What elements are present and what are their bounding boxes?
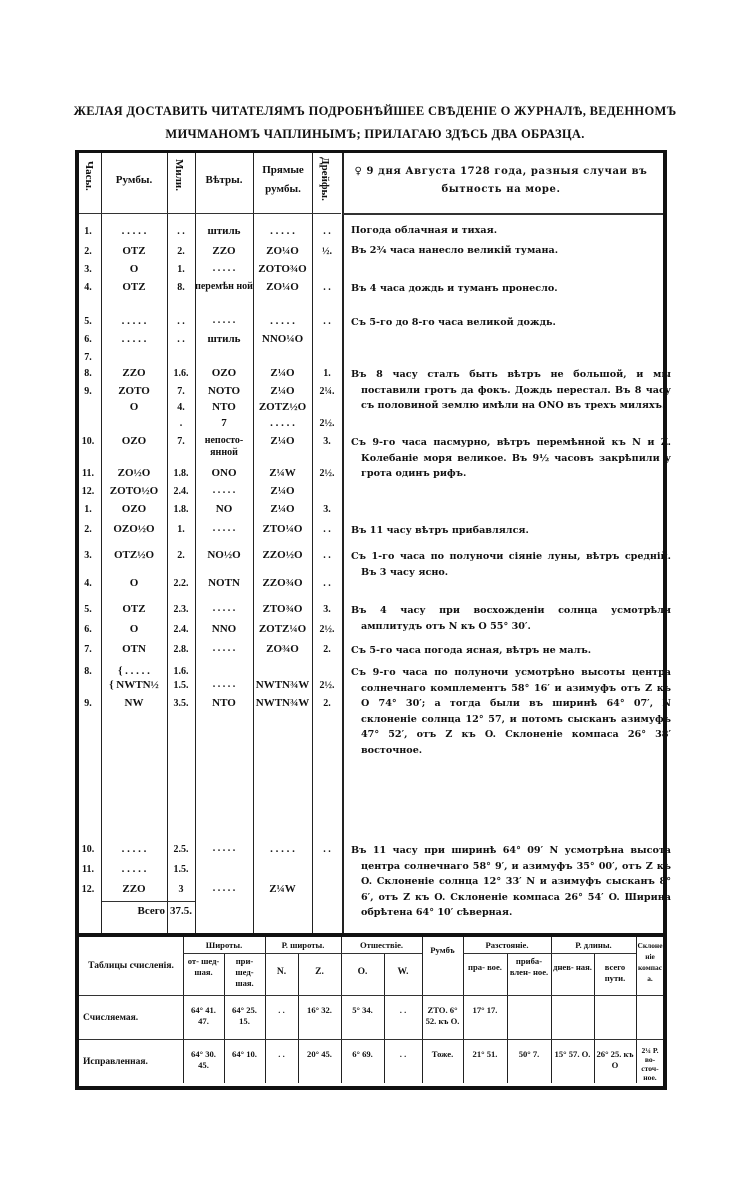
col-divider [342,153,344,935]
header-remarks: ♀ 9 дня Августа 1728 года, разныя случаи въ бытность на море. [354,166,648,195]
group-departure: Отшествіе. [359,940,404,950]
row-drift: 3. [323,504,331,515]
col-divider [384,953,385,1083]
remark-entry: Въ 11 часу при ширинѣ 64° 09′ N усмотрѣна высота центра солнечнаго 58° 9′, и азимуфъ 35° 00′, отъ Z къ O. Склоненіе солнца 12° 33′ N и азимуфъ сысканъ 8° 6′, отъ Z къ O. Склоненіе компаса 26° 54′ O. Ширина обрѣтена 64° 10′ сѣверная. [351,845,671,919]
row-drift: . . [323,226,331,237]
remark-entry: Съ 9-го часа по полуночи усмотрѣно высоты центра солнечнаго комплементъ 58° 16′ и азимуфъ отъ Z къ O 74° 30′; а тогда были въ ширинѣ 64° 07′, N склоненіе солнца 12° 57, и потомъ сысканъ азимуфъ 47° 52′, отъ Z къ O. Склоненіе компаса 26° 38′ восточное. [351,667,671,756]
row-direct-rhumb: Z¼O [270,385,295,397]
row-miles: 1. [177,524,185,535]
reckoning-cell-w: . . [399,1049,407,1059]
row-direct-rhumb: ZO¾O [266,643,299,655]
header-rhumbs: Румбы. [115,174,153,186]
row-wind: перемѣн ной [195,281,253,292]
reckoning-title: Таблицы счисленія. [88,961,174,971]
row-hour: 7. [84,644,92,655]
row-wind: непосто- янной [204,435,244,458]
row-wind: . . . . . [212,679,236,690]
row-wind: NO [215,503,233,515]
row-direct-rhumb: Z¼W [269,883,296,895]
row-miles: 2.5. [173,844,189,855]
remark-entry: Въ 8 часу сталъ быть вѣтръ не большой, и мы поставили гротъ да фокъ. Дождь перестал. Въ 8 часу съ половиной землю имѣли на ONO въ трехъ миляхъ. [351,369,671,412]
row-drift: . . [323,550,331,561]
row-hour: 9. [84,698,92,709]
row-rhumb: OZO½O [113,523,155,535]
row-wind: ONO [211,467,237,479]
row-hour: 2. [84,246,92,257]
row-miles: 2.3. [173,604,189,615]
sub-w: W. [397,967,409,977]
col-divider [463,937,464,1083]
reckoning-cell-direct: 17° 17. [472,1005,498,1015]
row-divider [79,995,663,996]
col-divider [507,953,508,1083]
row-drift: 1. [323,368,331,379]
row-rhumb: ZZO [122,367,146,379]
row-drift: . . [323,578,331,589]
heading-line-2: МИЧМАНОМЪ ЧАПЛИНЫМЪ; ПРИЛАГАЮ ЗДѢСЬ ДВА ОБРАЗЦА. [165,127,585,141]
row-miles: 2. [177,550,185,561]
row-direct-rhumb: Z¼O [270,367,295,379]
row-wind: . . . . . [212,643,236,654]
reckoning-cell-w: . . [399,1005,407,1015]
row-direct-rhumb: ZZO¾O [262,577,303,589]
row-miles: 3 [178,884,184,895]
row-rhumb: ZOTO [118,385,150,397]
row-rhumb: NW [124,697,144,709]
group-distance: Разстояніе. [485,940,529,950]
row-hour: 11. [82,468,94,479]
row-divider [183,953,422,954]
row-miles: . . [177,316,185,327]
row-rhumb: { . . . . . [118,665,150,677]
row-hour: 10. [81,436,95,447]
row-direct-rhumb: ZTO¼O [262,523,303,535]
header-divider [79,213,341,214]
row-hour: 1. [84,226,92,237]
row-drift: 2½. [319,468,335,479]
reckoning-cell-added: 50° 7. [518,1049,540,1059]
group-diff-lat: Р. широты. [281,940,325,950]
row-direct-rhumb: Z¼O [270,503,295,515]
row-direct-rhumb: ZZO½O [262,549,303,561]
row-rhumb: . . . . . [121,863,147,875]
row-direct-rhumb: Z¼W [269,467,296,479]
row-drift: 2¼. [319,386,335,397]
row-direct-rhumb: ZOTZ½O [258,401,307,413]
row-rhumb: . . . . . [121,333,147,345]
row-rhumb: { NWTN½ [109,679,159,691]
row-hour: 6. [84,334,92,345]
page-heading [40,100,710,146]
row-miles: 2.2. [173,578,189,589]
row-direct-rhumb: ZOTZ¼O [258,623,307,635]
row-wind: . . . . . [212,485,236,496]
section-divider [79,933,663,937]
row-rhumb: . . . . . [121,315,147,327]
row-hour: 9. [84,386,92,397]
reckoning-cell-variation: 2¼ Р. во- сточ- ное. [641,1046,659,1082]
row-hour: 10. [81,844,95,855]
remark-entry: Въ 4 часу при восхожденіи солнца усмотрѣли амплитудъ отъ N къ O 55° 30′. [351,605,671,632]
reckoning-row-label: Исправленная. [83,1057,148,1067]
row-drift: . . [323,316,331,327]
row-wind: штиль [207,225,241,237]
row-drift: 2½. [319,680,335,691]
reckoning-cell-departed: 64° 30. 45. [191,1049,216,1070]
row-miles: 1.8. [173,468,189,479]
row-miles: 2.4. [173,486,189,497]
row-miles: 2. [177,246,185,257]
row-wind: NO½O [207,549,241,561]
row-miles: 2.8. [173,644,189,655]
row-wind: . . . . . [212,843,236,854]
row-rhumb: OZO [121,503,147,515]
row-direct-rhumb: ZO¼O [266,245,299,257]
row-miles: 1.6. [173,666,189,677]
remark-entry: Въ 11 часу вѣтръ прибавлялся. [351,525,529,536]
row-rhumb: OTN [122,643,146,655]
sub-departed: от- шед- шая. [187,956,220,977]
row-miles: 4. [177,402,185,413]
row-miles: 1.5. [173,680,189,691]
total-divider [102,901,195,902]
header-hours: Часы. [83,161,95,191]
group-rhumb: Румбъ [430,945,455,955]
row-rhumb: O [129,623,139,635]
reckoning-cell-arrived: 64° 10. [232,1049,257,1059]
total-label: Всего [137,905,165,917]
header-direct-rhumbs: Прямые румбы. [262,164,304,195]
remark-entry: Погода облачная и тихая. [351,225,498,236]
row-drift: 3. [323,604,331,615]
row-wind: NTO [212,401,236,413]
row-hour: 11. [82,864,94,875]
row-direct-rhumb: ZO¼O [266,281,299,293]
reckoning-cell-rhumb: Тоже. [431,1049,454,1059]
col-divider [422,937,423,1083]
row-hour: 7. [84,352,92,363]
row-miles: . . [177,334,185,345]
remark-entry: Съ 5-го до 8-го часа великой дождь. [351,317,556,328]
row-direct-rhumb: NNO¼O [261,333,304,345]
row-drift: ½. [322,246,332,257]
row-hour: 3. [84,264,92,275]
reckoning-row-label: Счисляемая. [83,1013,139,1023]
sub-total: всего пути. [604,962,626,983]
row-drift: 2½. [319,418,335,429]
row-miles: 2.4. [173,624,189,635]
row-direct-rhumb: NWTN¾W [255,697,310,709]
col-divider [183,937,184,1083]
sub-direct: пра- вое. [468,962,502,972]
col-divider [298,953,299,1083]
row-miles: . [179,418,183,429]
row-rhumb: OTZ [122,603,146,615]
header-winds: Вѣтры. [205,174,243,186]
remark-entry: Съ 5-го часа погода ясная, вѣтръ не малъ. [351,645,592,656]
group-variation: Склоненіе компаса. [637,941,663,983]
row-miles: 7. [177,386,185,397]
sub-z: Z. [315,967,324,977]
row-direct-rhumb: . . . . . [270,315,295,327]
col-divider [551,937,552,1083]
reckoning-cell-arrived: 64° 25. 15. [232,1005,257,1026]
sub-arrived: при- шед- шая. [235,956,254,988]
row-drift: . . [323,844,331,855]
row-rhumb: O [129,577,139,589]
col-divider [265,937,266,1083]
col-divider [594,953,595,1083]
row-rhumb: OTZ [122,245,146,257]
row-wind: . . . . . [212,883,236,894]
row-hour: 1. [84,504,92,515]
row-miles: 8. [177,282,185,293]
row-hour: 8. [84,368,92,379]
row-rhumb: ZOTO½O [109,485,159,497]
row-miles: 1.5. [173,864,189,875]
row-miles: . . [177,226,185,237]
heading-line-1: ЖЕЛАЯ ДОСТАВИТЬ ЧИТАТЕЛЯМЪ ПОДРОБНѢЙШЕЕ СВѢДЕНІЕ О ЖУРНАЛѢ, ВЕДЕННОМЪ [73,104,677,118]
remark-entry: Въ 2¾ часа нанесло великій тумана. [351,245,559,256]
row-rhumb: . . . . . [121,843,147,855]
row-drift: 3. [323,436,331,447]
row-hour: 5. [84,604,92,615]
row-rhumb: ZO½O [117,467,151,479]
row-wind: NOTO [207,385,241,397]
sub-n: N. [276,967,287,977]
row-hour: 3. [84,550,92,561]
reckoning-cell-daily: 15° 57. O. [554,1049,591,1059]
row-rhumb: ZZO [122,883,146,895]
row-direct-rhumb: Z¼O [270,485,295,497]
row-drift: . . [323,282,331,293]
row-hour: 8. [84,666,92,677]
row-hour: 2. [84,524,92,535]
row-miles: 3.5. [173,698,189,709]
row-wind: . . . . . [212,603,236,614]
row-wind: . . . . . [212,315,236,326]
sub-added: приба- влен- ное. [509,956,549,977]
row-direct-rhumb: ZOTO¾O [258,263,307,275]
col-divider [224,953,225,1083]
row-wind: . . . . . [212,523,236,534]
reckoning-cell-o: 5° 34. [352,1005,373,1015]
row-miles: 1. [177,264,185,275]
row-drift: 2. [323,644,331,655]
row-rhumb: OTZ½O [113,549,155,561]
col-divider [312,153,313,935]
row-rhumb: . . . . . [121,225,147,237]
row-direct-rhumb: . . . . . [270,417,295,429]
row-hour: 5. [84,316,92,327]
row-miles: 1.8. [173,504,189,515]
row-wind: 7 [221,417,227,429]
header-drift: Дрейфы. [319,157,331,201]
row-rhumb: O [129,263,139,275]
reckoning-cell-rhumb: ZTO. 6° 52. къ O. [425,1005,460,1026]
row-wind: NTO [212,697,236,709]
row-wind: штиль [207,333,241,345]
row-wind: . . . . . [212,263,236,274]
group-diff-long: Р. длины. [575,940,612,950]
row-direct-rhumb: . . . . . [270,225,295,237]
row-direct-rhumb: ZTO¾O [262,603,303,615]
row-wind: NOTN [208,577,240,589]
row-rhumb: OZO [121,435,147,447]
remark-entry: Въ 4 часа дождь и туманъ пронесло. [351,283,558,294]
row-hour: 12. [81,884,95,895]
row-direct-rhumb: Z¼O [270,435,295,447]
row-miles: 7. [177,436,185,447]
group-latitudes: Широты. [205,940,243,950]
row-hour: 6. [84,624,92,635]
row-hour: 12. [81,486,95,497]
row-hour: 4. [84,282,92,293]
remark-entry: Съ 9-го часа пасмурно, вѣтръ перемѣнной къ N и Z. Колебаніе моря великое. Въ 9½ часовъ закрѣпили у грота одинъ рифъ. [351,437,671,480]
reckoning-cell-total: 26° 25. къ O [596,1049,634,1070]
header-miles: Мили. [173,159,185,191]
reckoning-cell-z: 16° 32. [307,1005,332,1015]
reckoning-cell-departed: 64° 41. 47. [191,1005,216,1026]
row-rhumb: O [129,401,139,413]
remark-entry: Съ 1-го часа по полуночи сіяніе луны, вѣтръ средній. Въ 3 часу ясно. [351,551,671,578]
log-table-frame [75,150,671,1090]
row-drift: . . [323,524,331,535]
total-miles: 37.5. [170,905,192,917]
row-wind: NNO [211,623,237,635]
row-hour: 4. [84,578,92,589]
row-wind: OZO [211,367,237,379]
row-direct-rhumb: . . . . . [270,843,295,855]
row-wind: ZZO [212,245,236,257]
reckoning-cell-n: . . [278,1005,285,1015]
row-divider [463,953,636,954]
sub-o: O. [357,967,368,977]
reckoning-cell-n: . . [278,1049,285,1059]
row-drift: 2. [323,698,331,709]
reckoning-cell-o: 6° 69. [352,1049,373,1059]
row-direct-rhumb: NWTN¾W [255,679,310,691]
reckoning-cell-z: 20° 45. [307,1049,332,1059]
row-drift: 2½. [319,624,335,635]
sub-daily: днев- ная. [553,962,592,972]
row-miles: 1.6. [173,368,189,379]
reckoning-cell-direct: 21° 51. [472,1049,498,1059]
header-divider [343,213,663,215]
row-divider [79,1039,663,1040]
row-rhumb: OTZ [122,281,146,293]
